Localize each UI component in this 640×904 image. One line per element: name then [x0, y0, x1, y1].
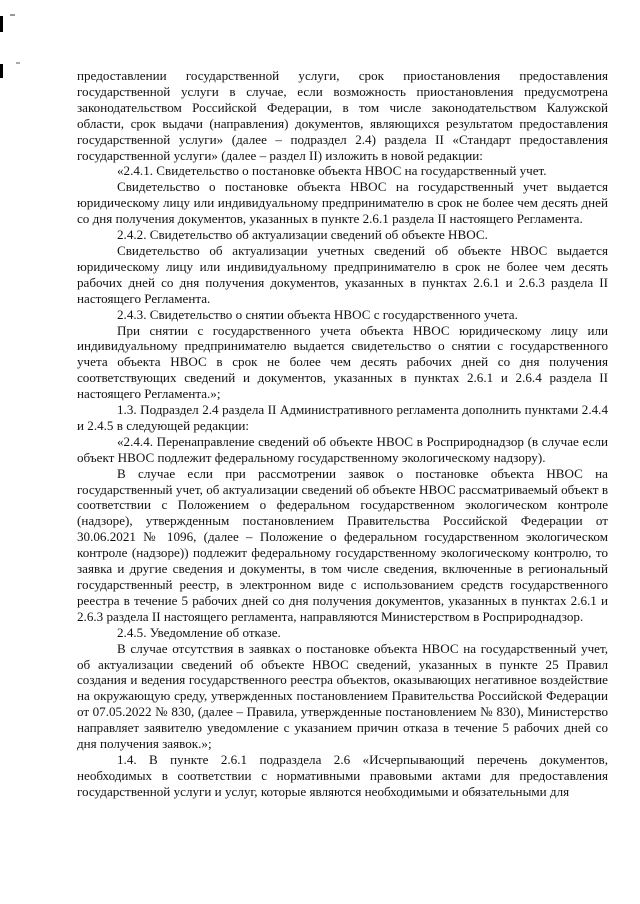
paragraph-continuation: предоставлении государственной услуги, срок приостановления предоставления государственной услуги в случае, если возможность приостановления предусмотрена законодательством Российской Федерации, в том числе законодательством Калужской области, срок выдачи (направления) документов, являющихся результатом предоставления государственной услуги» (далее – подраздел 2.4) раздела II «Стандарт предоставления государственной услуги» (далее – раздел II) изложить в новой редакции:: [77, 68, 608, 163]
scan-artifact-mark: [16, 62, 20, 64]
document-page: [77, 68, 608, 800]
scan-artifact-mark: [10, 14, 15, 16]
paragraph-2-4-1-heading: «2.4.1. Свидетельство о постановке объекта НВОС на государственный учет.: [117, 163, 547, 179]
paragraph-2-4-4-heading: «2.4.4. Перенаправление сведений об объекте НВОС в Росприроднадзор (в случае если объект НВОС подлежит федеральному государственному экологическому надзору).: [77, 433, 608, 465]
paragraph-2-4-4-body: В случае если при рассмотрении заявок о постановке объекта НВОС на государственный учет, об актуализации сведений об объекте НВОС рассматриваемый объект в соответствии с Положением о федеральном государственном экологическом контроле (надзоре), утвержденным постановлением Правительства Российской Федерации от 30.06.2021 № 1096, (далее – Положение о федеральном государственном экологическом контроле (надзоре)) подлежит федеральному государственному экологическому контролю, то заявка и другие сведения и документы, в том числе сведения, включенные в региональный государственный реестр, в электронном виде с использованием средств государственного реестра в течение 5 рабочих дней со дня получения документов, указанных в пунктах 2.6.1 и 2.6.3 раздела II настоящего регламента, направляются Министерством в Росприроднадзор.: [77, 465, 608, 624]
scan-artifact-mark: [0, 16, 3, 32]
scan-artifact-mark: [0, 64, 3, 78]
paragraph-1-4: 1.4. В пункте 2.6.1 подраздела 2.6 «Исчерпывающий перечень документов, необходимых в соответствии с нормативными правовыми актами для предоставления государственной услуги и услуг, которые являются необходимыми и обязательными для: [77, 751, 608, 799]
paragraph-2-4-1-body: Свидетельство о постановке объекта НВОС на государственный учет выдается юридическому лицу или индивидуальному предпринимателю в срок не более чем десять дней со дня получения документов, указанных в пункте 2.6.1 раздела II настоящего Регламента.: [77, 179, 608, 227]
paragraph-2-4-3-heading: 2.4.3. Свидетельство о снятии объекта НВОС с государственного учета.: [117, 306, 518, 322]
paragraph-2-4-2-heading: 2.4.2. Свидетельство об актуализации сведений об объекте НВОС.: [117, 227, 488, 243]
paragraph-2-4-3-body: При снятии с государственного учета объекта НВОС юридическому лицу или индивидуальному предпринимателю выдается свидетельство о снятии с государственного учета объекта НВОС в срок не более чем десять рабочих дней со дня получения соответствующих сведений и документов, указанных в пунктах 2.6.1 и 2.6.4 раздела II настоящего Регламента.»;: [77, 322, 608, 402]
paragraph-1-3: 1.3. Подраздел 2.4 раздела II Административного регламента дополнить пунктами 2.4.4 и 2.4.5 в следующей редакции:: [77, 402, 608, 433]
paragraph-2-4-5-body: В случае отсутствия в заявках о постановке объекта НВОС на государственный учет, об актуализации сведений об объекте НВОС сведений, указанных в пункте 25 Правил создания и ведения государственного реестра объектов, оказывающих негативное воздействие на окружающую среду, утвержденных постановлением Правительства Российской Федерации от 07.05.2022 № 830, (далее – Правила, утвержденные постановлением № 830), Министерство направляет заявителю уведомление с указанием причин отказа в течение 5 рабочих дней со дня получения заявок.»;: [77, 640, 608, 752]
paragraph-2-4-5-heading: 2.4.5. Уведомление об отказе.: [117, 624, 281, 640]
paragraph-2-4-2-body: Свидетельство об актуализации учетных сведений об объекте НВОС выдается юридическому лицу или индивидуальному предпринимателю в срок не более чем десять рабочих дней со дня получения документов, указанных в пунктах 2.6.1 и 2.6.3 раздела II настоящего Регламента.: [77, 242, 608, 306]
